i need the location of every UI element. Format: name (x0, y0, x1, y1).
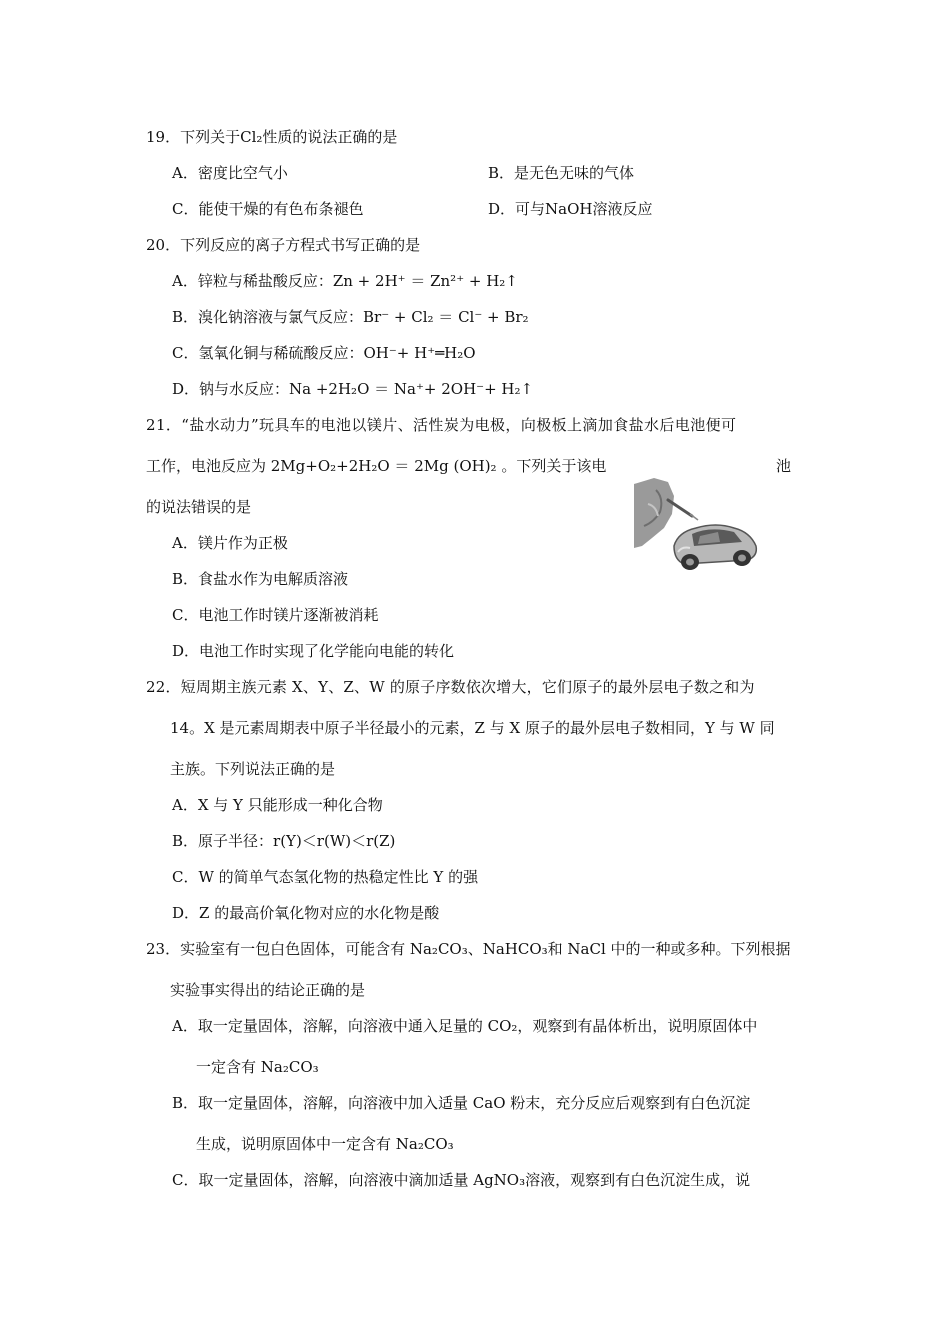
question-22-stem-line1: 22．短周期主族元素 X、Y、Z、W 的原子序数依次增大，它们原子的最外层电子数之和为 (146, 678, 755, 696)
q22-option-d: D．Z 的最高价氧化物对应的水化物是酸 (172, 904, 440, 922)
q23-option-b-line2: 生成，说明原固体中一定含有 Na₂CO₃ (196, 1135, 454, 1153)
q20-option-a: A．锌粒与稀盐酸反应：Zn + 2H⁺ ＝ Zn²⁺ + H₂↑ (172, 272, 518, 290)
q22-option-b: B．原子半径：r(Y)＜r(W)＜r(Z) (172, 832, 396, 850)
toy-car-battery-illustration-icon (634, 476, 760, 576)
question-22-stem-line3: 主族。下列说法正确的是 (170, 760, 336, 778)
q21-option-c: C．电池工作时镁片逐渐被消耗 (172, 606, 379, 624)
q23-option-b-line1: B．取一定量固体，溶解，向溶液中加入适量 CaO 粉末，充分反应后观察到有白色沉淀 (172, 1094, 751, 1112)
q20-option-b: B．溴化钠溶液与氯气反应：Br⁻ + Cl₂ ＝ Cl⁻ + Br₂ (172, 308, 529, 326)
question-23-stem-line2: 实验事实得出的结论正确的是 (170, 981, 366, 999)
q19-option-d: D．可与NaOH溶液反应 (488, 200, 653, 218)
q23-option-c-line1: C．取一定量固体，溶解，向溶液中滴加适量 AgNO₃溶液，观察到有白色沉淀生成，说 (172, 1171, 751, 1189)
question-19-stem: 19．下列关于Cl₂性质的说法正确的是 (146, 128, 398, 146)
q23-option-a-line2: 一定含有 Na₂CO₃ (196, 1058, 319, 1076)
question-23-stem-line1: 23．实验室有一包白色固体，可能含有 Na₂CO₃、NaHCO₃和 NaCl 中的一种或多种。下列根据 (146, 940, 791, 958)
question-20-stem: 20．下列反应的离子方程式书写正确的是 (146, 236, 421, 254)
q20-option-d: D．钠与水反应：Na +2H₂O ＝ Na⁺+ 2OH⁻+ H₂↑ (172, 380, 534, 398)
question-21-stem-line3: 的说法错误的是 (146, 498, 252, 516)
question-21-stem-line2: 工作，电池反应为 2Mg+O₂+2H₂O ＝ 2Mg (OH)₂ 。下列关于该电 (146, 457, 607, 475)
q22-option-a: A．X 与 Y 只能形成一种化合物 (172, 796, 383, 814)
question-22-stem-line2: 14。X 是元素周期表中原子半径最小的元素，Z 与 X 原子的最外层电子数相同，Y 与 W 同 (170, 719, 775, 737)
q22-option-c: C．W 的简单气态氢化物的热稳定性比 Y 的强 (172, 868, 479, 886)
q23-option-a-line1: A．取一定量固体，溶解，向溶液中通入足量的 CO₂，观察到有晶体析出，说明原固体中 (172, 1017, 758, 1035)
q21-option-b: B．食盐水作为电解质溶液 (172, 570, 349, 588)
question-21-stem-line1: 21．“盐水动力”玩具车的电池以镁片、活性炭为电极，向极板上滴加食盐水后电池便可 (146, 416, 737, 434)
q19-option-a: A．密度比空气小 (172, 164, 288, 182)
question-21-stem-line2-end: 池 (776, 457, 792, 475)
q19-option-c: C．能使干燥的有色布条褪色 (172, 200, 364, 218)
q21-option-a: A．镁片作为正极 (172, 534, 288, 552)
q20-option-c: C．氢氧化铜与稀硫酸反应：OH⁻+ H⁺═H₂O (172, 344, 476, 362)
q21-option-d: D．电池工作时实现了化学能向电能的转化 (172, 642, 455, 660)
q19-option-b: B．是无色无味的气体 (488, 164, 635, 182)
